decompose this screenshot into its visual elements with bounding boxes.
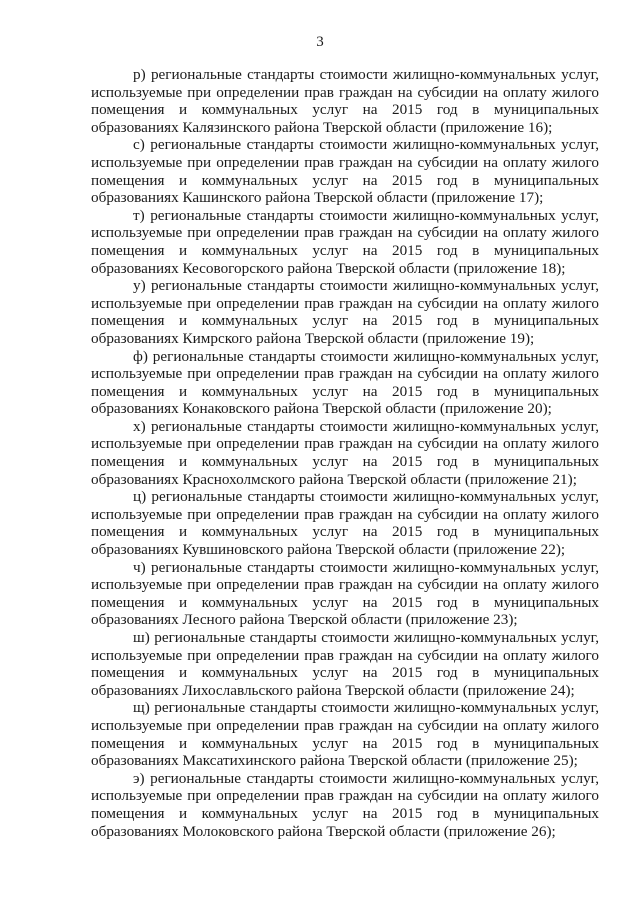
paragraph-line: ш) региональные стандарты стоимости жилищно-коммунальных услуг,: [133, 629, 599, 646]
paragraph-line: помещения и коммунальных услуг на 2015 год в муниципальных: [91, 312, 599, 330]
paragraph-line: используемые при определении прав граждан на субсидии на оплату жилого: [91, 787, 599, 805]
paragraph-line: помещения и коммунальных услуг на 2015 год в муниципальных: [91, 734, 599, 752]
paragraph: [91, 559, 599, 629]
paragraph-line: т) региональные стандарты стоимости жилищно-коммунальных услуг,: [133, 206, 599, 224]
paragraph-line: образованиях Молоковского района Тверской области (приложение 26);: [91, 822, 556, 840]
paragraph: [91, 348, 599, 418]
paragraph-line: используемые при определении прав граждан на субсидии на оплату жилого: [91, 224, 599, 242]
paragraph-line: образованиях Лесного района Тверской области (приложение 23);: [91, 611, 518, 629]
paragraph-line: помещения и коммунальных услуг на 2015 год в муниципальных: [91, 171, 599, 189]
paragraph: [91, 66, 599, 136]
paragraph-line: используемые при определении прав граждан на субсидии на оплату жилого: [91, 83, 599, 101]
paragraph: [91, 699, 599, 769]
paragraph-line: используемые при определении прав граждан на субсидии на оплату жилого: [91, 153, 599, 171]
paragraph-line: образованиях Краснохолмского района Тверской области (приложение 21);: [91, 470, 577, 488]
paragraph-line: используемые при определении прав граждан на субсидии на оплату жилого: [91, 505, 599, 523]
paragraph-line: образованиях Кувшиновского района Тверской области (приложение 22);: [91, 541, 566, 559]
paragraph: [91, 629, 599, 699]
paragraph-line: образованиях Конаковского района Тверской области (приложение 20);: [91, 400, 552, 418]
paragraph-line: помещения и коммунальных услуг на 2015 год в муниципальных: [91, 101, 599, 119]
paragraph: [91, 277, 599, 347]
paragraph-line: используемые при определении прав граждан на субсидии на оплату жилого: [91, 576, 599, 594]
paragraph-line: помещения и коммунальных услуг на 2015 год в муниципальных: [91, 241, 599, 259]
paragraph-line: х) региональные стандарты стоимости жилищно-коммунальных услуг,: [133, 417, 599, 435]
paragraph: [91, 136, 599, 206]
paragraph: [91, 488, 599, 558]
paragraph-line: образованиях Лихославльского района Тверской области (приложение 24);: [91, 681, 575, 699]
paragraph-line: образованиях Максатихинского района Тверской области (приложение 25);: [91, 752, 578, 770]
paragraph-line: ч) региональные стандарты стоимости жилищно-коммунальных услуг,: [133, 558, 599, 576]
paragraph-line: образованиях Кашинского района Тверской области (приложение 17);: [91, 189, 544, 207]
paragraph: [91, 207, 599, 277]
paragraph-line: э) региональные стандарты стоимости жилищно-коммунальных услуг,: [133, 769, 599, 787]
paragraph-line: помещения и коммунальных услуг на 2015 год в муниципальных: [91, 593, 599, 611]
paragraph-line: помещения и коммунальных услуг на 2015 год в муниципальных: [91, 664, 599, 682]
paragraph: [91, 418, 599, 488]
paragraph-line: щ) региональные стандарты стоимости жилищно-коммунальных услуг,: [133, 699, 599, 717]
paragraph-line: образованиях Кимрского района Тверской области (приложение 19);: [91, 329, 535, 347]
paragraph-line: помещения и коммунальных услуг на 2015 год в муниципальных: [91, 453, 599, 471]
paragraph-line: образованиях Калязинского района Тверской области (приложение 16);: [91, 118, 553, 136]
paragraph: [91, 770, 599, 840]
paragraph-line: ф) региональные стандарты стоимости жилищно-коммунальных услуг,: [133, 347, 599, 365]
paragraph-line: используемые при определении прав граждан на субсидии на оплату жилого: [91, 294, 599, 312]
paragraph-line: ц) региональные стандарты стоимости жилищно-коммунальных услуг,: [133, 488, 599, 506]
paragraph-line: используемые при определении прав граждан на субсидии на оплату жилого: [91, 716, 599, 734]
paragraph-line: у) региональные стандарты стоимости жилищно-коммунальных услуг,: [133, 277, 599, 295]
paragraph-line: образованиях Кесовогорского района Тверской области (приложение 18);: [91, 259, 566, 277]
paragraph-line: с) региональные стандарты стоимости жилищно-коммунальных услуг,: [133, 136, 599, 154]
document-body: [91, 66, 599, 840]
paragraph-line: помещения и коммунальных услуг на 2015 год в муниципальных: [91, 804, 599, 822]
page-number: 3: [316, 34, 324, 50]
paragraph-line: помещения и коммунальных услуг на 2015 год в муниципальных: [91, 382, 599, 400]
paragraph-line: помещения и коммунальных услуг на 2015 год в муниципальных: [91, 523, 599, 541]
paragraph-line: р) региональные стандарты стоимости жилищно-коммунальных услуг,: [133, 66, 599, 83]
paragraph-line: используемые при определении прав граждан на субсидии на оплату жилого: [91, 435, 599, 453]
paragraph-line: используемые при определении прав граждан на субсидии на оплату жилого: [91, 646, 599, 664]
paragraph-line: используемые при определении прав граждан на субсидии на оплату жилого: [91, 365, 599, 383]
